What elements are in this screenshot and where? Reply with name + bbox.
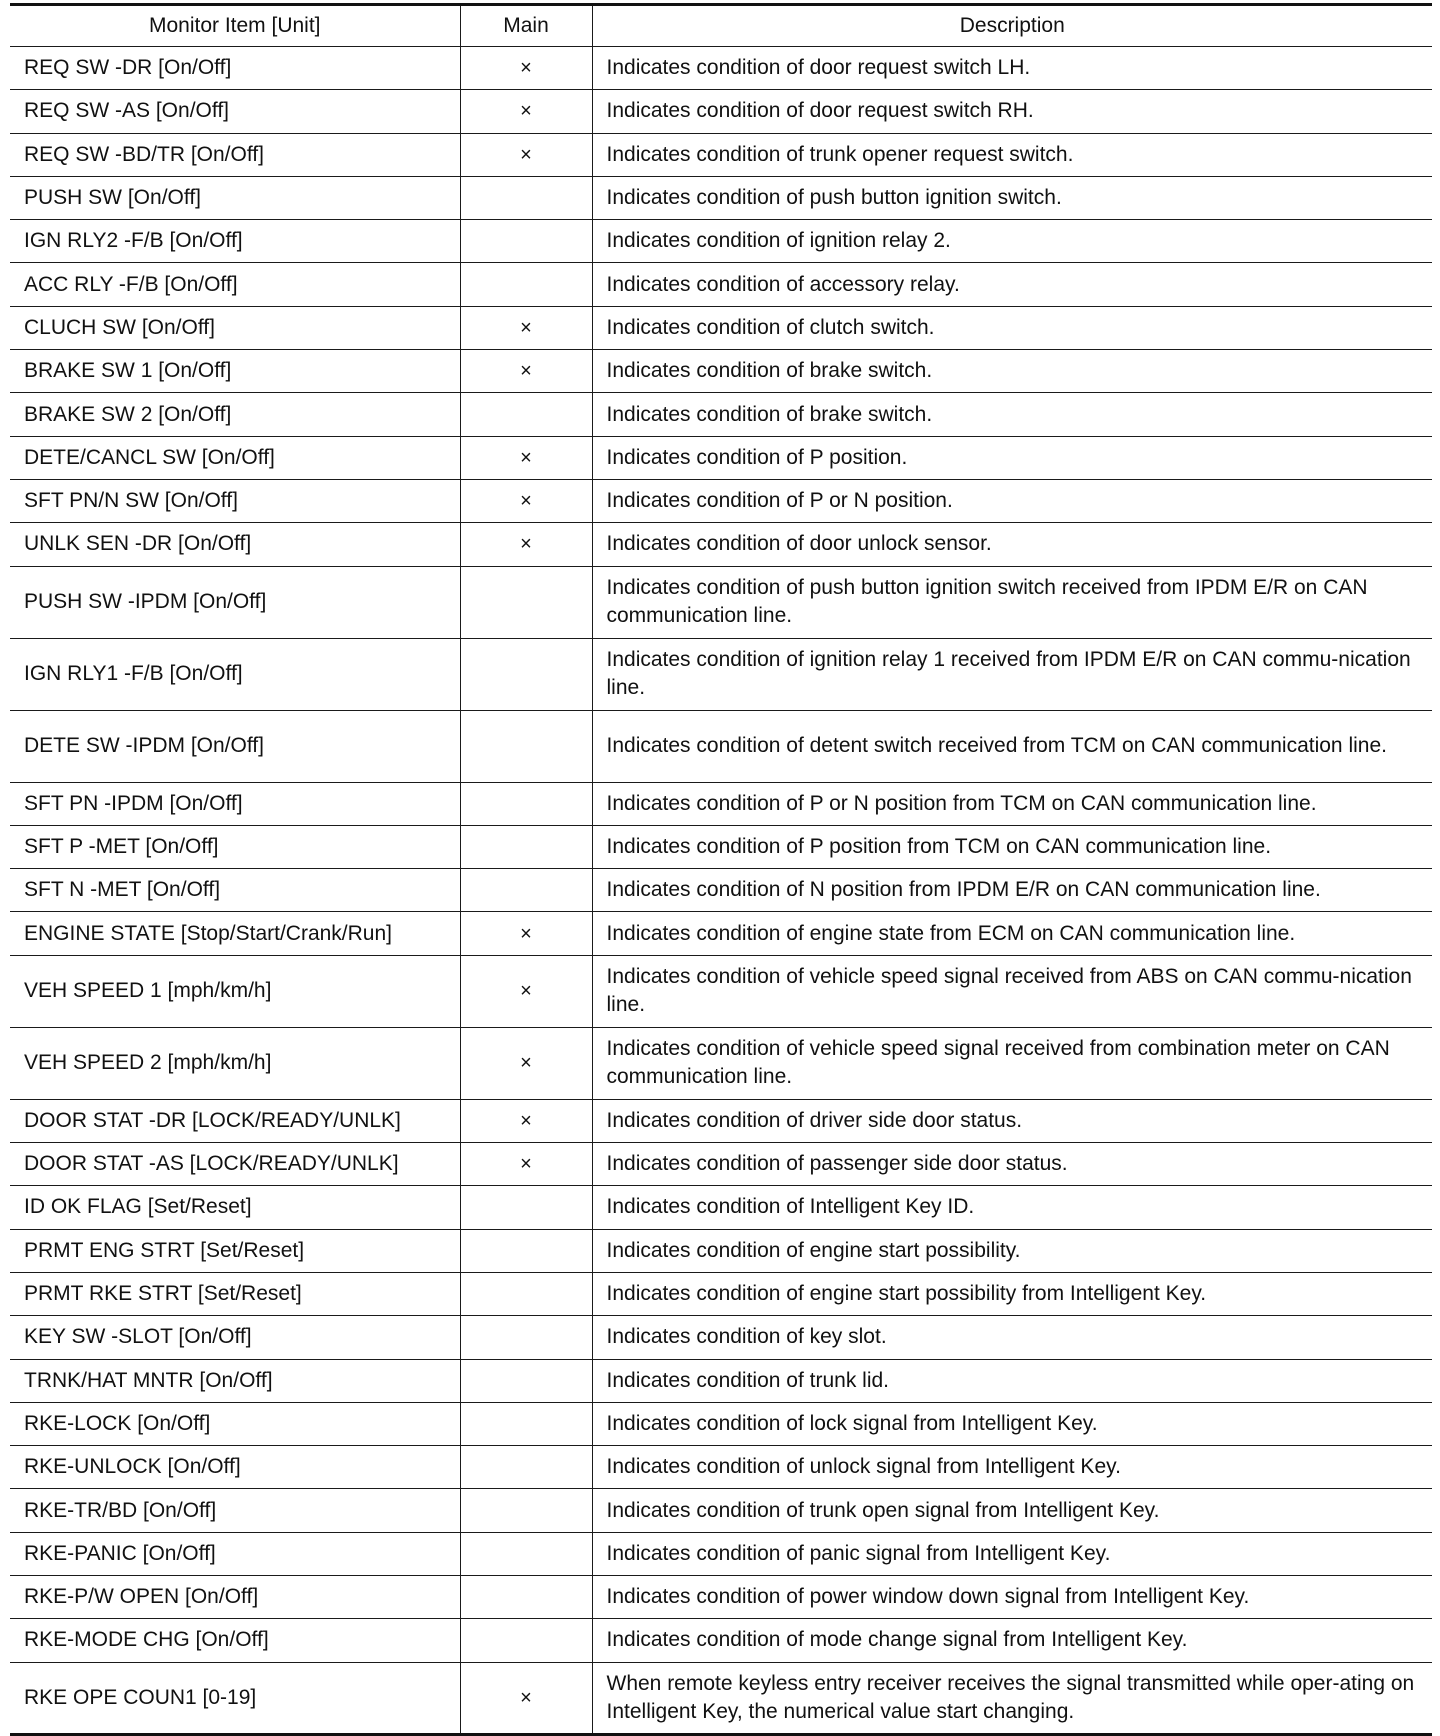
main-mark-cell xyxy=(460,825,592,868)
monitor-item-cell: RKE-LOCK [On/Off] xyxy=(10,1402,460,1445)
monitor-item-cell: PRMT ENG STRT [Set/Reset] xyxy=(10,1229,460,1272)
header-monitor-item: Monitor Item [Unit] xyxy=(10,5,460,47)
header-row xyxy=(10,5,1432,47)
table-row xyxy=(10,306,1432,349)
table-row xyxy=(10,1576,1432,1619)
table-row xyxy=(10,782,1432,825)
main-mark-cell xyxy=(460,176,592,219)
description-cell: Indicates condition of engine start possibility from Intelligent Key. xyxy=(592,1272,1432,1315)
monitor-item-cell: SFT P -MET [On/Off] xyxy=(10,825,460,868)
description-cell: Indicates condition of P position from TCM on CAN communication line. xyxy=(592,825,1432,868)
main-mark-cell xyxy=(460,1229,592,1272)
monitor-item-cell: DETE/CANCL SW [On/Off] xyxy=(10,436,460,479)
table-row xyxy=(10,1272,1432,1315)
main-mark-cell: × xyxy=(460,90,592,133)
table-row xyxy=(10,47,1432,90)
monitor-item-cell: UNLK SEN -DR [On/Off] xyxy=(10,523,460,566)
description-cell: Indicates condition of trunk open signal from Intelligent Key. xyxy=(592,1489,1432,1532)
description-cell: Indicates condition of vehicle speed signal received from combination meter on CAN communication line. xyxy=(592,1027,1432,1099)
monitor-item-cell: REQ SW -DR [On/Off] xyxy=(10,47,460,90)
main-mark-cell: × xyxy=(460,1099,592,1142)
main-mark-cell: × xyxy=(460,306,592,349)
description-cell: Indicates condition of N position from IPDM E/R on CAN communication line. xyxy=(592,869,1432,912)
monitor-item-cell: VEH SPEED 2 [mph/km/h] xyxy=(10,1027,460,1099)
table-row xyxy=(10,1186,1432,1229)
description-cell: Indicates condition of P position. xyxy=(592,436,1432,479)
table-row xyxy=(10,1402,1432,1445)
table-row xyxy=(10,1027,1432,1099)
main-mark-cell: × xyxy=(460,436,592,479)
description-cell: Indicates condition of push button ignition switch received from IPDM E/R on CAN communication line. xyxy=(592,566,1432,638)
monitor-item-cell: DETE SW -IPDM [On/Off] xyxy=(10,710,460,782)
main-mark-cell: × xyxy=(460,1143,592,1186)
table-row xyxy=(10,1662,1432,1734)
header-main: Main xyxy=(460,5,592,47)
table-row xyxy=(10,90,1432,133)
description-cell: Indicates condition of Intelligent Key ID. xyxy=(592,1186,1432,1229)
main-mark-cell xyxy=(460,710,592,782)
description-cell: Indicates condition of detent switch received from TCM on CAN communication line. xyxy=(592,710,1432,782)
table-row xyxy=(10,479,1432,522)
main-mark-cell: × xyxy=(460,523,592,566)
table-row xyxy=(10,393,1432,436)
table-row xyxy=(10,1229,1432,1272)
main-mark-cell xyxy=(460,566,592,638)
table-row xyxy=(10,523,1432,566)
main-mark-cell: × xyxy=(460,955,592,1027)
description-cell: Indicates condition of power window down signal from Intelligent Key. xyxy=(592,1576,1432,1619)
description-cell: When remote keyless entry receiver receives the signal transmitted while oper-ating on Intelligent Key, the numerical value start changing. xyxy=(592,1662,1432,1734)
monitor-item-cell: PUSH SW -IPDM [On/Off] xyxy=(10,566,460,638)
table-row xyxy=(10,566,1432,638)
description-cell: Indicates condition of push button ignition switch. xyxy=(592,176,1432,219)
description-cell: Indicates condition of accessory relay. xyxy=(592,263,1432,306)
monitor-item-cell: KEY SW -SLOT [On/Off] xyxy=(10,1316,460,1359)
main-mark-cell xyxy=(460,220,592,263)
main-mark-cell xyxy=(460,1489,592,1532)
main-mark-cell: × xyxy=(460,1027,592,1099)
table-row xyxy=(10,176,1432,219)
table-row xyxy=(10,710,1432,782)
table-row xyxy=(10,1446,1432,1489)
table-row xyxy=(10,869,1432,912)
description-cell: Indicates condition of ignition relay 1 received from IPDM E/R on CAN commu-nication line. xyxy=(592,638,1432,710)
description-cell: Indicates condition of engine start possibility. xyxy=(592,1229,1432,1272)
description-cell: Indicates condition of P or N position from TCM on CAN communication line. xyxy=(592,782,1432,825)
monitor-item-cell: VEH SPEED 1 [mph/km/h] xyxy=(10,955,460,1027)
description-cell: Indicates condition of trunk lid. xyxy=(592,1359,1432,1402)
monitor-item-cell: RKE OPE COUN1 [0-19] xyxy=(10,1662,460,1734)
table-row xyxy=(10,436,1432,479)
main-mark-cell xyxy=(460,1272,592,1315)
monitor-item-cell: BRAKE SW 1 [On/Off] xyxy=(10,350,460,393)
monitor-item-cell: RKE-TR/BD [On/Off] xyxy=(10,1489,460,1532)
main-mark-cell: × xyxy=(460,1662,592,1734)
description-cell: Indicates condition of passenger side door status. xyxy=(592,1143,1432,1186)
table-row xyxy=(10,1099,1432,1142)
table-row xyxy=(10,1489,1432,1532)
table-row xyxy=(10,825,1432,868)
monitor-item-cell: RKE-UNLOCK [On/Off] xyxy=(10,1446,460,1489)
description-cell: Indicates condition of lock signal from Intelligent Key. xyxy=(592,1402,1432,1445)
table-row xyxy=(10,133,1432,176)
description-cell: Indicates condition of driver side door status. xyxy=(592,1099,1432,1142)
description-cell: Indicates condition of P or N position. xyxy=(592,479,1432,522)
description-cell: Indicates condition of ignition relay 2. xyxy=(592,220,1432,263)
monitor-item-cell: BRAKE SW 2 [On/Off] xyxy=(10,393,460,436)
monitor-item-cell: RKE-MODE CHG [On/Off] xyxy=(10,1619,460,1662)
main-mark-cell: × xyxy=(460,133,592,176)
monitor-item-cell: SFT PN/N SW [On/Off] xyxy=(10,479,460,522)
monitor-item-cell: TRNK/HAT MNTR [On/Off] xyxy=(10,1359,460,1402)
description-cell: Indicates condition of engine state from ECM on CAN communication line. xyxy=(592,912,1432,955)
monitor-item-cell: DOOR STAT -AS [LOCK/READY/UNLK] xyxy=(10,1143,460,1186)
main-mark-cell: × xyxy=(460,479,592,522)
monitor-item-cell: IGN RLY1 -F/B [On/Off] xyxy=(10,638,460,710)
main-mark-cell xyxy=(460,1532,592,1575)
main-mark-cell xyxy=(460,638,592,710)
description-cell: Indicates condition of trunk opener request switch. xyxy=(592,133,1432,176)
monitor-item-cell: DOOR STAT -DR [LOCK/READY/UNLK] xyxy=(10,1099,460,1142)
description-cell: Indicates condition of unlock signal from Intelligent Key. xyxy=(592,1446,1432,1489)
main-mark-cell xyxy=(460,1359,592,1402)
monitor-item-cell: REQ SW -AS [On/Off] xyxy=(10,90,460,133)
main-mark-cell xyxy=(460,1186,592,1229)
main-mark-cell: × xyxy=(460,350,592,393)
monitor-item-cell: CLUCH SW [On/Off] xyxy=(10,306,460,349)
table-row xyxy=(10,955,1432,1027)
main-mark-cell xyxy=(460,1316,592,1359)
table-row xyxy=(10,912,1432,955)
monitor-item-cell: IGN RLY2 -F/B [On/Off] xyxy=(10,220,460,263)
main-mark-cell xyxy=(460,1576,592,1619)
description-cell: Indicates condition of door request switch RH. xyxy=(592,90,1432,133)
table-header xyxy=(10,5,1432,47)
main-mark-cell xyxy=(460,1619,592,1662)
main-mark-cell xyxy=(460,393,592,436)
monitor-item-cell: PUSH SW [On/Off] xyxy=(10,176,460,219)
monitor-item-cell: ACC RLY -F/B [On/Off] xyxy=(10,263,460,306)
table-row xyxy=(10,1532,1432,1575)
monitor-item-cell: RKE-PANIC [On/Off] xyxy=(10,1532,460,1575)
monitor-item-cell: SFT N -MET [On/Off] xyxy=(10,869,460,912)
description-cell: Indicates condition of brake switch. xyxy=(592,350,1432,393)
monitor-item-cell: SFT PN -IPDM [On/Off] xyxy=(10,782,460,825)
table-row xyxy=(10,1316,1432,1359)
main-mark-cell: × xyxy=(460,912,592,955)
description-cell: Indicates condition of door request switch LH. xyxy=(592,47,1432,90)
table-row xyxy=(10,1359,1432,1402)
description-cell: Indicates condition of key slot. xyxy=(592,1316,1432,1359)
header-description: Description xyxy=(592,5,1432,47)
main-mark-cell xyxy=(460,1402,592,1445)
monitor-item-cell: RKE-P/W OPEN [On/Off] xyxy=(10,1576,460,1619)
table-row xyxy=(10,263,1432,306)
table-row xyxy=(10,350,1432,393)
monitor-item-cell: ID OK FLAG [Set/Reset] xyxy=(10,1186,460,1229)
monitor-item-table xyxy=(10,3,1432,1736)
description-cell: Indicates condition of mode change signal from Intelligent Key. xyxy=(592,1619,1432,1662)
main-mark-cell xyxy=(460,1446,592,1489)
table-row xyxy=(10,1143,1432,1186)
description-cell: Indicates condition of door unlock sensor. xyxy=(592,523,1432,566)
description-cell: Indicates condition of vehicle speed signal received from ABS on CAN commu-nication line. xyxy=(592,955,1432,1027)
table-row xyxy=(10,1619,1432,1662)
monitor-item-cell: PRMT RKE STRT [Set/Reset] xyxy=(10,1272,460,1315)
description-cell: Indicates condition of brake switch. xyxy=(592,393,1432,436)
monitor-item-cell: REQ SW -BD/TR [On/Off] xyxy=(10,133,460,176)
main-mark-cell xyxy=(460,869,592,912)
table-body xyxy=(10,47,1432,1735)
monitor-item-cell: ENGINE STATE [Stop/Start/Crank/Run] xyxy=(10,912,460,955)
main-mark-cell: × xyxy=(460,47,592,90)
table-row xyxy=(10,220,1432,263)
description-cell: Indicates condition of clutch switch. xyxy=(592,306,1432,349)
main-mark-cell xyxy=(460,782,592,825)
main-mark-cell xyxy=(460,263,592,306)
table-row xyxy=(10,638,1432,710)
description-cell: Indicates condition of panic signal from Intelligent Key. xyxy=(592,1532,1432,1575)
